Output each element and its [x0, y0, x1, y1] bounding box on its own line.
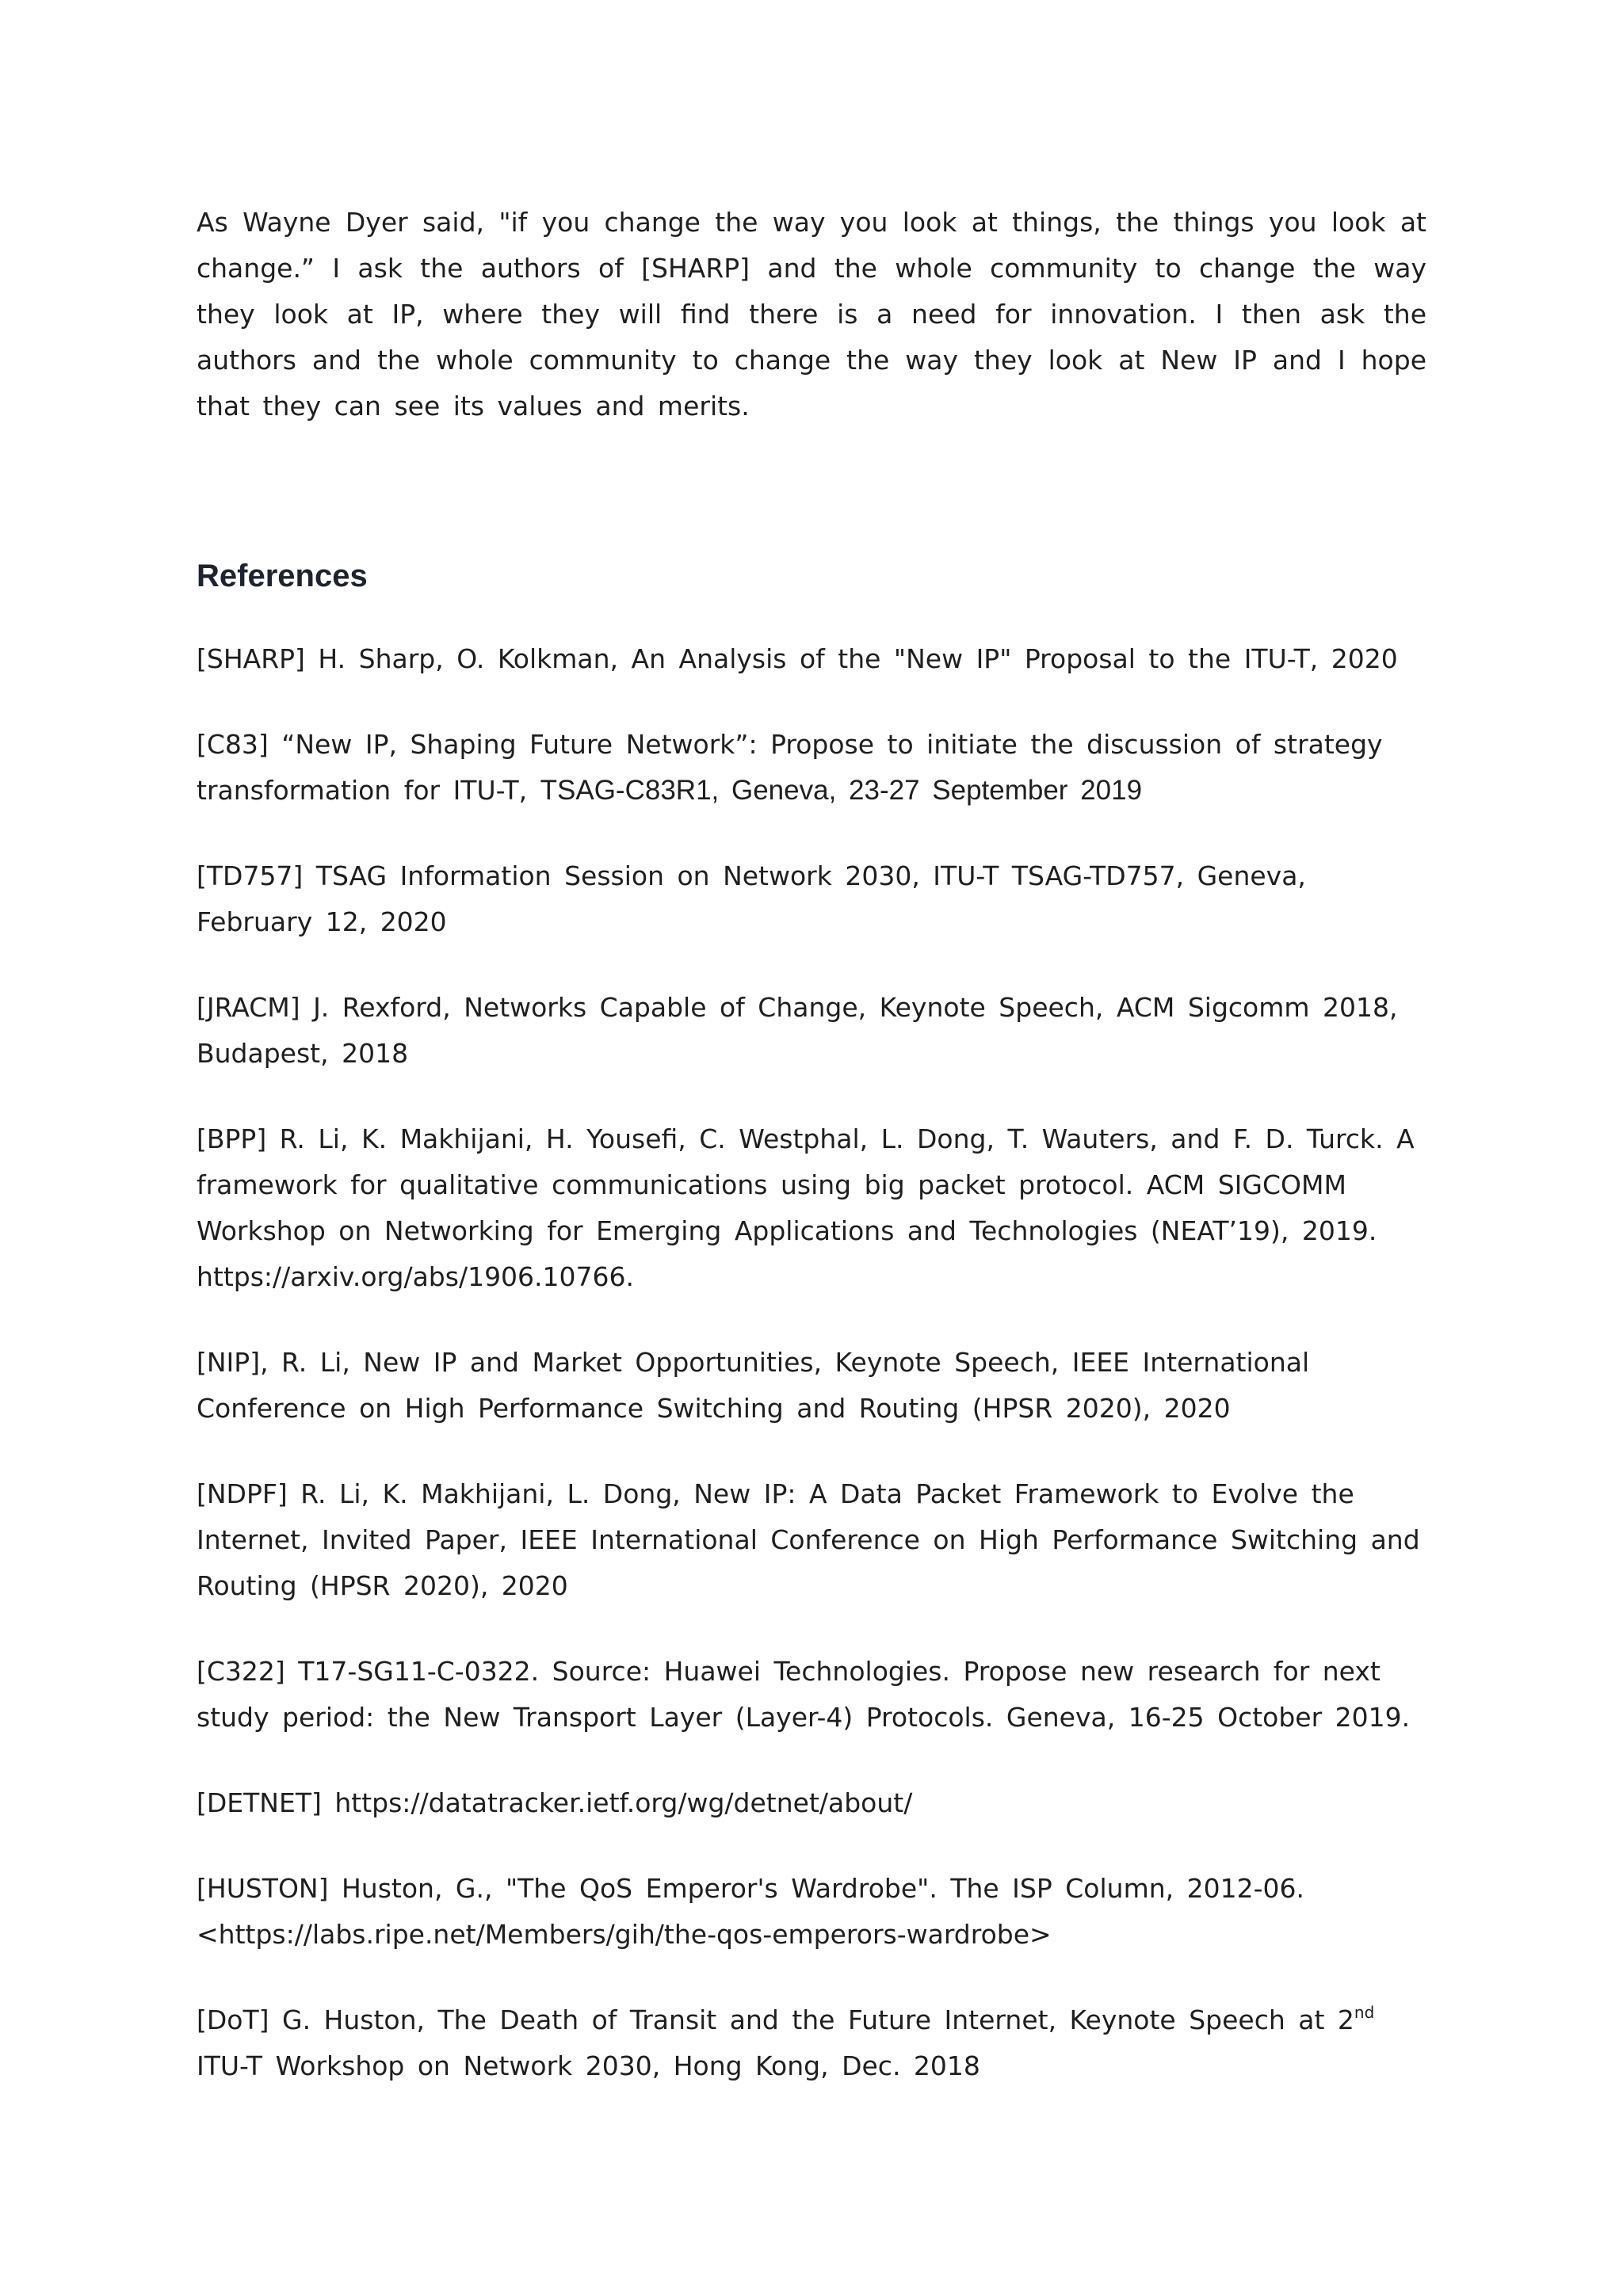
reference-text-alt: TSAG-C83R1, Geneva, 23-27 September 2019: [540, 775, 1143, 806]
reference-huston: [197, 1866, 1426, 1958]
reference-text: [NIP], R. Li, New IP and Market Opportunities, Keynote Speech, IEEE International Conference on High Performance Switching and Routing (HPSR 2020), 2020: [197, 1347, 1310, 1424]
reference-text: [NDPF] R. Li, K. Makhijani, L. Dong, New IP: A Data Packet Framework to Evolve the Internet, Invited Paper, IEEE International Conference on High Performance Switching and Routing (HPSR 2020), 2020: [197, 1478, 1420, 1601]
reference-text: [DoT] G. Huston, The Death of Transit and the Future Internet, Keynote Speech at 2: [197, 2004, 1354, 2035]
document-page: [197, 200, 1426, 2129]
reference-text: [BPP] R. Li, K. Makhijani, H. Yousefi, C. Westphal, L. Dong, T. Wauters, and F. D. Turck. A framework for qualitative communications using big packet protocol. ACM SIGCOMM Workshop on Networking for Emerging Applications and Technologies (NEAT’19), 2019. https://arxiv.org/abs/1906.10766.: [197, 1123, 1415, 1292]
reference-text-continued: ITU-T Workshop on Network 2030, Hong Kong, Dec. 2018: [197, 2050, 980, 2081]
ordinal-superscript: nd: [1354, 2003, 1375, 2022]
reference-text: [HUSTON] Huston, G., "The QoS Emperor's Wardrobe". The ISP Column, 2012-06. <https://labs.ripe.net/Members/gih/the-qos-emperors-wardrobe>: [197, 1873, 1304, 1950]
reference-text: [C322] T17-SG11-C-0322. Source: Huawei Technologies. Propose new research for next study period: the New Transport Layer (Layer-4) Protocols. Geneva, 16-25 October 2019.: [197, 1656, 1411, 1733]
reference-sharp: [197, 636, 1426, 682]
references-list: [197, 636, 1426, 2089]
reference-text: [TD757] TSAG Information Session on Network 2030, ITU-T TSAG-TD757, Geneva, February 12, 2020: [197, 860, 1306, 937]
reference-nip: [197, 1340, 1426, 1432]
reference-bpp: [197, 1116, 1426, 1300]
reference-text: [JRACM] J. Rexford, Networks Capable of Change, Keynote Speech, ACM Sigcomm 2018, Budapest, 2018: [197, 992, 1398, 1069]
reference-dot: [197, 1997, 1426, 2089]
reference-ndpf: [197, 1471, 1426, 1609]
reference-text: [DETNET] https://datatracker.ietf.org/wg/detnet/about/: [197, 1787, 913, 1818]
intro-paragraph: As Wayne Dyer said, "if you change the way you look at things, the things you look at change.” I ask the authors of [SHARP] and the whole community to change the way they look at IP, where they will find there is a need for innovation. I then ask the authors and the whole community to change the way they look at New IP and I hope that they can see its values and merits.: [197, 207, 1426, 421]
reference-td757: [197, 853, 1426, 945]
reference-detnet: [197, 1780, 1426, 1826]
reference-text: [C83] “New IP, Shaping Future Network”: Propose to initiate the discussion of strategy transformation for ITU-T,: [197, 729, 1383, 806]
references-heading: References: [197, 559, 368, 593]
reference-c322: [197, 1649, 1426, 1741]
reference-text: [SHARP] H. Sharp, O. Kolkman, An Analysis of the "New IP" Proposal to the ITU-T, 2020: [197, 643, 1398, 674]
reference-c83: [197, 722, 1426, 814]
reference-jracm: [197, 985, 1426, 1077]
